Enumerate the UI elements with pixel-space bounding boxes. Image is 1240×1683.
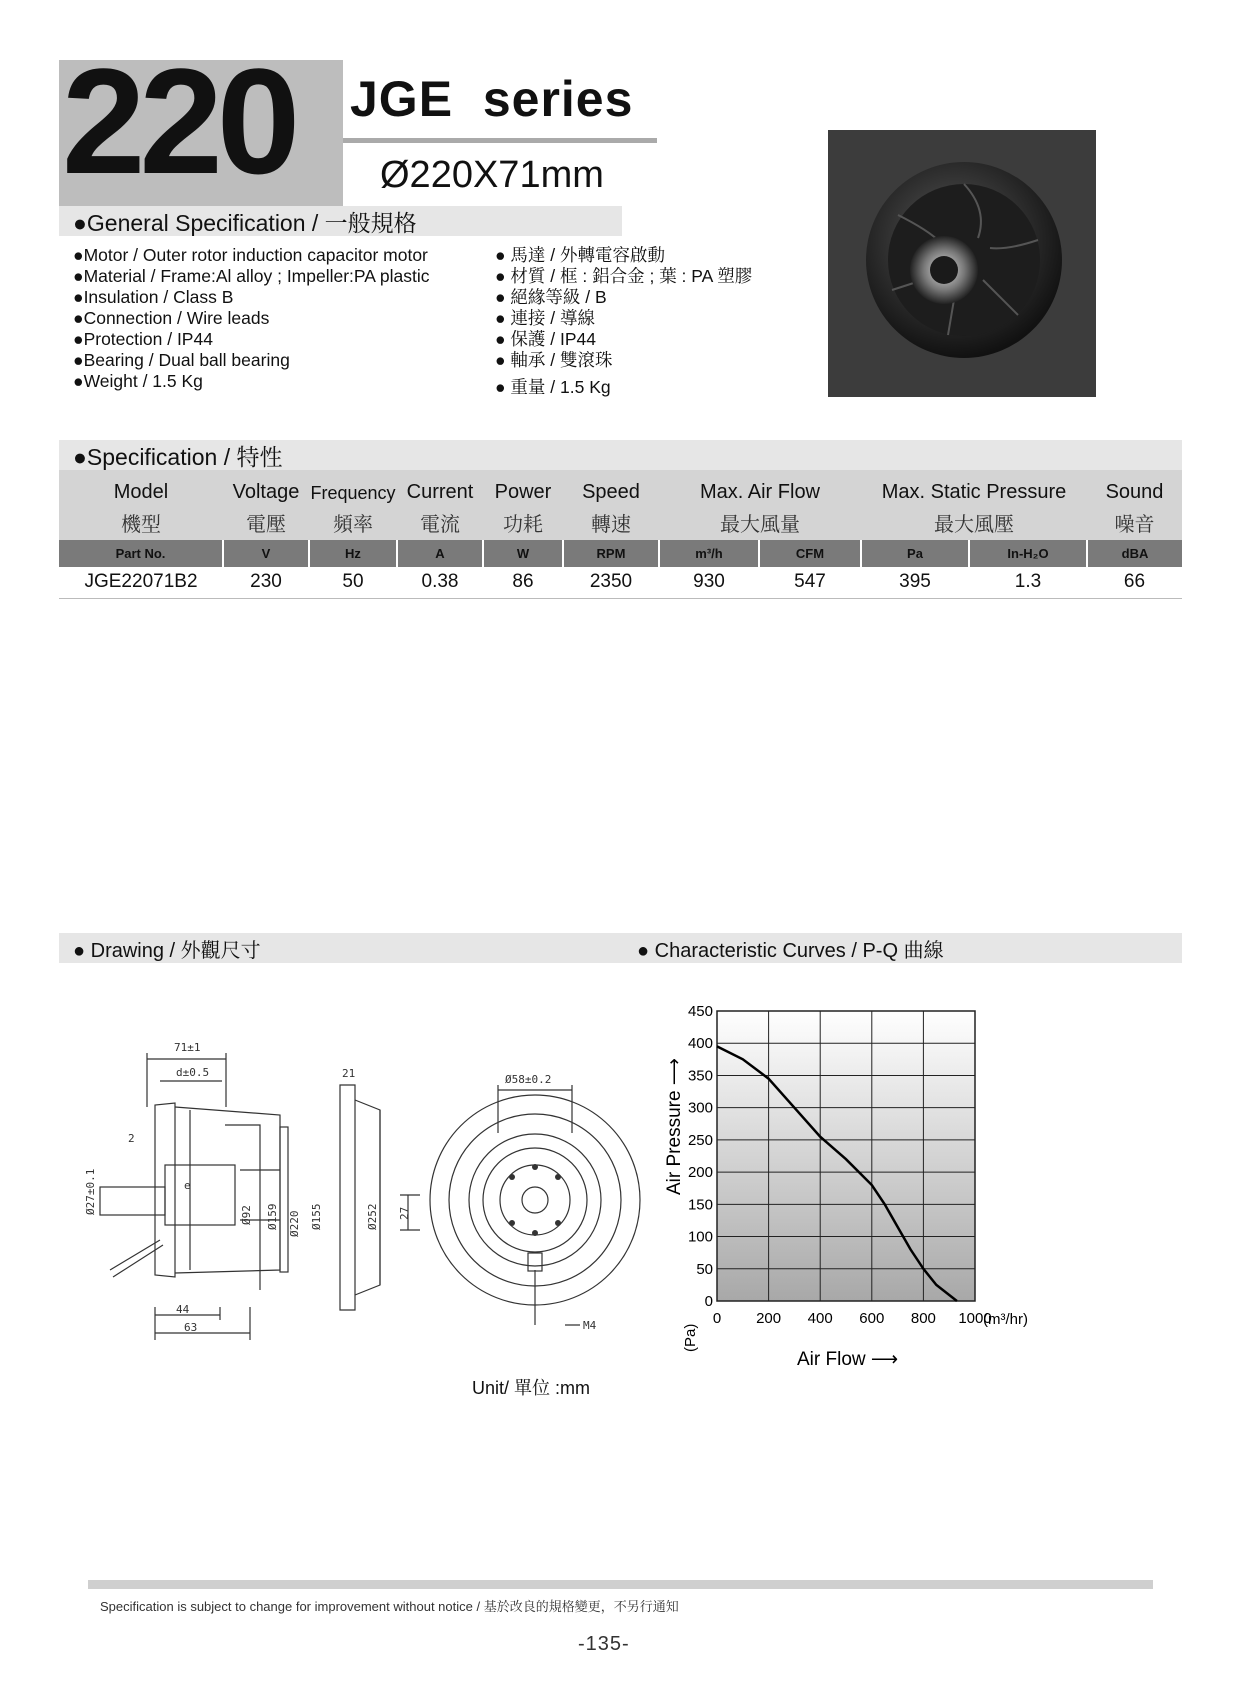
spec-en-item: ●Weight / 1.5 Kg <box>73 371 203 391</box>
col-frequency-zh: 頻率 <box>309 504 397 540</box>
x-axis-label: Air Flow ⟶ <box>797 1349 899 1370</box>
spec-zh-item: ● 重量 / 1.5 Kg <box>495 377 611 397</box>
dim-58: Ø58±0.2 <box>505 1073 552 1086</box>
spec-value-row <box>59 567 1182 598</box>
general-spec-zh <box>495 245 752 398</box>
x-axis-unit: (m³/hr) <box>983 1311 1028 1328</box>
fan-dimensions: Ø220X71mm <box>380 154 604 196</box>
dim-63: 63 <box>184 1321 198 1334</box>
footer-bar <box>88 1580 1153 1589</box>
spec-table <box>59 470 1182 599</box>
dim-71: 71±1 <box>174 1041 201 1054</box>
series-title: JGE series <box>350 71 634 127</box>
y-axis-unit: (Pa) <box>682 1323 699 1352</box>
col-voltage: Voltage <box>223 470 309 504</box>
spec-en-item: ●Material / Frame:Al alloy ; Impeller:PA plastic <box>73 266 430 286</box>
dim-2: 2 <box>128 1132 135 1145</box>
spec-en-item: ●Protection / IP44 <box>73 329 213 349</box>
value-sound: 66 <box>1087 567 1182 598</box>
drawing-title: ● Drawing / 外觀尺寸 <box>73 939 261 962</box>
dim-21: 21 <box>342 1067 356 1080</box>
unit-part-no: Part No. <box>59 540 223 567</box>
col-power: Power <box>483 470 563 504</box>
general-spec-en <box>73 245 429 392</box>
spec-units-row <box>59 540 1182 567</box>
spec-en-item: ●Motor / Outer rotor induction capacitor motor <box>73 245 428 265</box>
value-speed: 2350 <box>563 567 659 598</box>
spec-header-zh-row <box>59 504 1182 540</box>
specification-title: ●Specification / 特性 <box>73 443 283 470</box>
spec-zh-item: ● 馬達 / 外轉電容啟動 <box>495 245 666 265</box>
spec-en-item: ●Bearing / Dual ball bearing <box>73 350 290 370</box>
dim-252: Ø252 <box>366 1203 379 1230</box>
y-tick-label: 300 <box>687 1099 713 1117</box>
general-spec-header <box>59 206 622 236</box>
value-current: 0.38 <box>397 567 483 598</box>
drawing-curves-header <box>59 933 1182 963</box>
unit-v: V <box>223 540 309 567</box>
value-part-no: JGE22071B2 <box>59 567 223 598</box>
y-tick-label: 150 <box>687 1196 713 1214</box>
dim-d: d±0.5 <box>176 1066 210 1079</box>
dim-27-shaft: Ø27±0.1 <box>84 1168 97 1215</box>
value-airflow-m3h: 930 <box>659 567 759 598</box>
x-tick-label: 1000 <box>958 1310 992 1327</box>
spec-zh-item: ● 保護 / IP44 <box>495 329 597 349</box>
unit-a: A <box>397 540 483 567</box>
col-frequency: Frequency <box>309 470 397 504</box>
spec-zh-item: ● 絕緣等級 / B <box>495 287 607 307</box>
technical-drawing <box>80 1015 620 1365</box>
value-airflow-cfm: 547 <box>759 567 861 598</box>
col-current-zh: 電流 <box>397 504 483 540</box>
spec-header-en-row <box>59 470 1182 504</box>
footer-note: Specification is subject to change for improvement without notice / 基於改良的規格變更，不另行通知 <box>100 1599 679 1614</box>
page-number: -135- <box>578 1633 630 1655</box>
x-tick-label: 600 <box>859 1310 885 1327</box>
unit-w: W <box>483 540 563 567</box>
col-max-air-flow-zh: 最大風量 <box>659 504 861 540</box>
spec-en-item: ●Insulation / Class B <box>73 287 234 307</box>
dim-m4: M4 <box>583 1319 597 1332</box>
pq-chart <box>664 1000 1140 1410</box>
x-tick-label: 0 <box>712 1310 722 1327</box>
x-tick-label: 200 <box>756 1310 782 1327</box>
spec-zh-item: ● 材質 / 框 : 鋁合金 ; 葉 : PA 塑膠 <box>495 266 753 286</box>
dim-220: Ø220 <box>288 1210 301 1237</box>
col-max-air-flow: Max. Air Flow <box>659 470 861 504</box>
dim-155: Ø155 <box>310 1203 323 1230</box>
y-tick-label: 100 <box>687 1228 713 1246</box>
col-model-zh: 機型 <box>59 504 223 540</box>
dim-92: Ø92 <box>240 1205 253 1225</box>
spec-zh-item: ● 連接 / 導線 <box>495 308 596 328</box>
y-tick-label: 350 <box>687 1067 713 1085</box>
dim-27: 27 <box>398 1206 411 1220</box>
dim-e: e <box>184 1179 191 1192</box>
y-tick-label: 50 <box>696 1260 713 1278</box>
y-tick-label: 0 <box>704 1293 713 1310</box>
unit-pa: Pa <box>861 540 969 567</box>
y-tick-label: 200 <box>687 1164 713 1182</box>
col-current: Current <box>397 470 483 504</box>
plot-area <box>717 1011 975 1301</box>
y-tick-label: 400 <box>687 1035 713 1053</box>
drawing-unit-label: Unit/ 單位 :mm <box>472 1378 591 1398</box>
curves-title: ● Characteristic Curves / P-Q 曲線 <box>637 939 944 962</box>
col-voltage-zh: 電壓 <box>223 504 309 540</box>
col-max-static-pressure-zh: 最大風壓 <box>861 504 1087 540</box>
spec-zh-item: ● 軸承 / 雙滾珠 <box>495 350 613 370</box>
value-pressure-inh2o: 1.3 <box>969 567 1087 598</box>
general-spec-title: ●General Specification / 一般規格 <box>73 209 417 236</box>
model-number: 220 <box>62 37 295 205</box>
value-frequency: 50 <box>309 567 397 598</box>
y-tick-label: 250 <box>687 1131 713 1149</box>
specification-header <box>59 440 1182 470</box>
unit-cfm: CFM <box>759 540 861 567</box>
y-tick-label: 450 <box>687 1003 713 1020</box>
dim-44: 44 <box>176 1303 190 1316</box>
col-max-static-pressure: Max. Static Pressure <box>861 470 1087 504</box>
value-power: 86 <box>483 567 563 598</box>
spec-en-item: ●Connection / Wire leads <box>73 308 270 328</box>
col-sound: Sound <box>1087 470 1182 504</box>
fan-photo <box>828 130 1096 397</box>
value-pressure-pa: 395 <box>861 567 969 598</box>
unit-dba: dBA <box>1087 540 1182 567</box>
x-tick-label: 800 <box>910 1310 936 1327</box>
y-axis-label: Air Pressure ⟶ <box>664 1057 685 1195</box>
col-speed-zh: 轉速 <box>563 504 659 540</box>
value-voltage: 230 <box>223 567 309 598</box>
title-rule <box>343 138 657 143</box>
dim-159: Ø159 <box>266 1203 279 1230</box>
unit-rpm: RPM <box>563 540 659 567</box>
col-speed: Speed <box>563 470 659 504</box>
col-sound-zh: 噪音 <box>1087 504 1182 540</box>
x-tick-label: 400 <box>807 1310 833 1327</box>
unit-hz: Hz <box>309 540 397 567</box>
col-model: Model <box>59 470 223 504</box>
unit-m3h: m³/h <box>659 540 759 567</box>
unit-inh2o: In-H₂O <box>969 540 1087 567</box>
col-power-zh: 功耗 <box>483 504 563 540</box>
